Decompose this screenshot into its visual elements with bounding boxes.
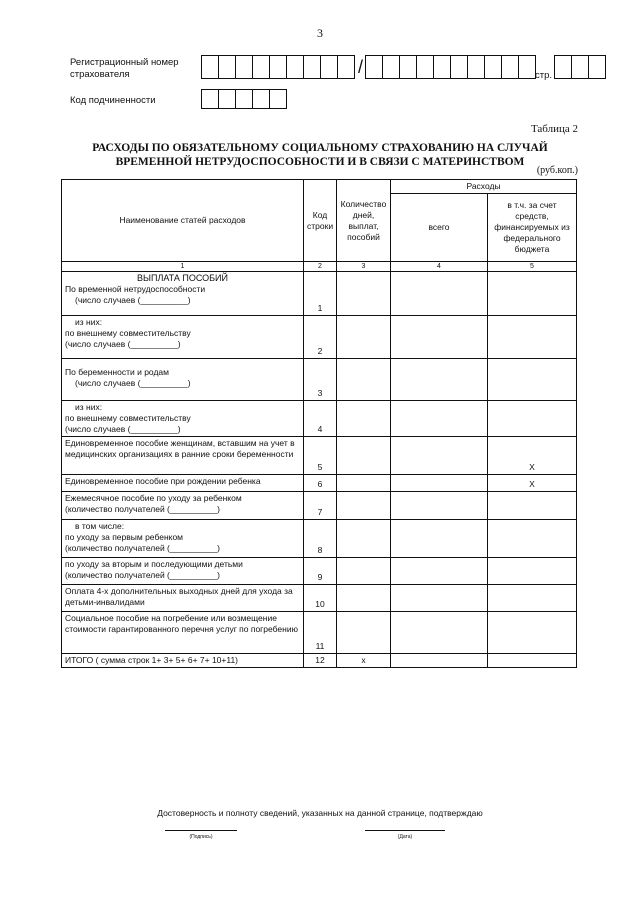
table-row: По беременности и родам (число случаев (__________) 3 [62, 359, 577, 401]
page-number: 3 [317, 26, 323, 40]
subordination-label: Код подчиненности [70, 95, 156, 106]
table-row: Единовременное пособие женщинам, вставшим на учет в медицинских организациях в ранние сроки беременности 5 X [62, 437, 577, 475]
confirmation-text: Достоверность и полноту сведений, указанных на данной странице, подтверждаю [157, 808, 483, 818]
table-label: Таблица 2 [530, 123, 578, 135]
table-row: в том числе: по уходу за первым ребенком (количество получателей (__________) 8 [62, 520, 577, 558]
date-label: (Дата) [397, 834, 413, 840]
signature-line[interactable] [165, 830, 237, 831]
col-header-code: Код строки [304, 180, 337, 262]
table-row: из них: по внешнему совместительству (число случаев (__________) 4 [62, 401, 577, 437]
table-row-total: ИТОГО ( сумма строк 1+ 3+ 5+ 6+ 7+ 10+11) 12 x [62, 654, 577, 668]
table-row: Ежемесячное пособие по уходу за ребенком (количество получателей (__________) 7 [62, 492, 577, 520]
subordination-boxes[interactable] [202, 89, 287, 109]
col-header-federal: в т.ч. за счет средств, финансируемых из федерального бюджета [488, 194, 577, 262]
column-numbers-row: 1 2 3 4 5 [62, 262, 577, 272]
col-header-total: всего [391, 194, 488, 262]
expenses-table [61, 179, 577, 668]
page-title: РАСХОДЫ ПО ОБЯЗАТЕЛЬНОМУ СОЦИАЛЬНОМУ СТРАХОВАНИЮ НА СЛУЧАЙ ВРЕМЕННОЙ НЕТРУДОСПОСОБНОСТИ И В СВЯЗИ С МАТЕРИНСТВОМ [92, 142, 548, 168]
table-row: Социальное пособие на погребение или возмещение стоимости гарантированного перечня услуг по погребению 11 [62, 612, 577, 654]
units-label: (руб.коп.) [536, 165, 578, 176]
date-line[interactable] [365, 830, 445, 831]
reg-number-slash: / [358, 57, 364, 77]
reg-number-label: Регистрационный номер страхователя [70, 57, 179, 80]
table-row: Единовременное пособие при рождении ребенка 6 X [62, 475, 577, 492]
col-header-count: Количество дней, выплат, пособий [337, 180, 391, 262]
table-row: из них: по внешнему совместительству (число случаев (__________) 2 [62, 316, 577, 359]
table-row: ВЫПЛАТА ПОСОБИЙ По временной нетрудоспособности (число случаев (__________) 1 [62, 272, 577, 316]
section-title: ВЫПЛАТА ПОСОБИЙ [137, 273, 228, 283]
table-row: по уходу за вторым и последующими детьми (количество получателей (__________) 9 [62, 558, 577, 585]
table-row: Оплата 4-х дополнительных выходных дней для ухода за детьми-инвалидами 10 [62, 585, 577, 612]
page-number-boxes[interactable] [555, 55, 606, 79]
signature-label: (Подпись) [189, 834, 213, 840]
reg-number-boxes[interactable] [202, 55, 536, 79]
col-header-name: Наименование статей расходов [62, 180, 304, 262]
col-header-expenses: Расходы [391, 180, 577, 194]
page-label: стр. [535, 70, 553, 81]
